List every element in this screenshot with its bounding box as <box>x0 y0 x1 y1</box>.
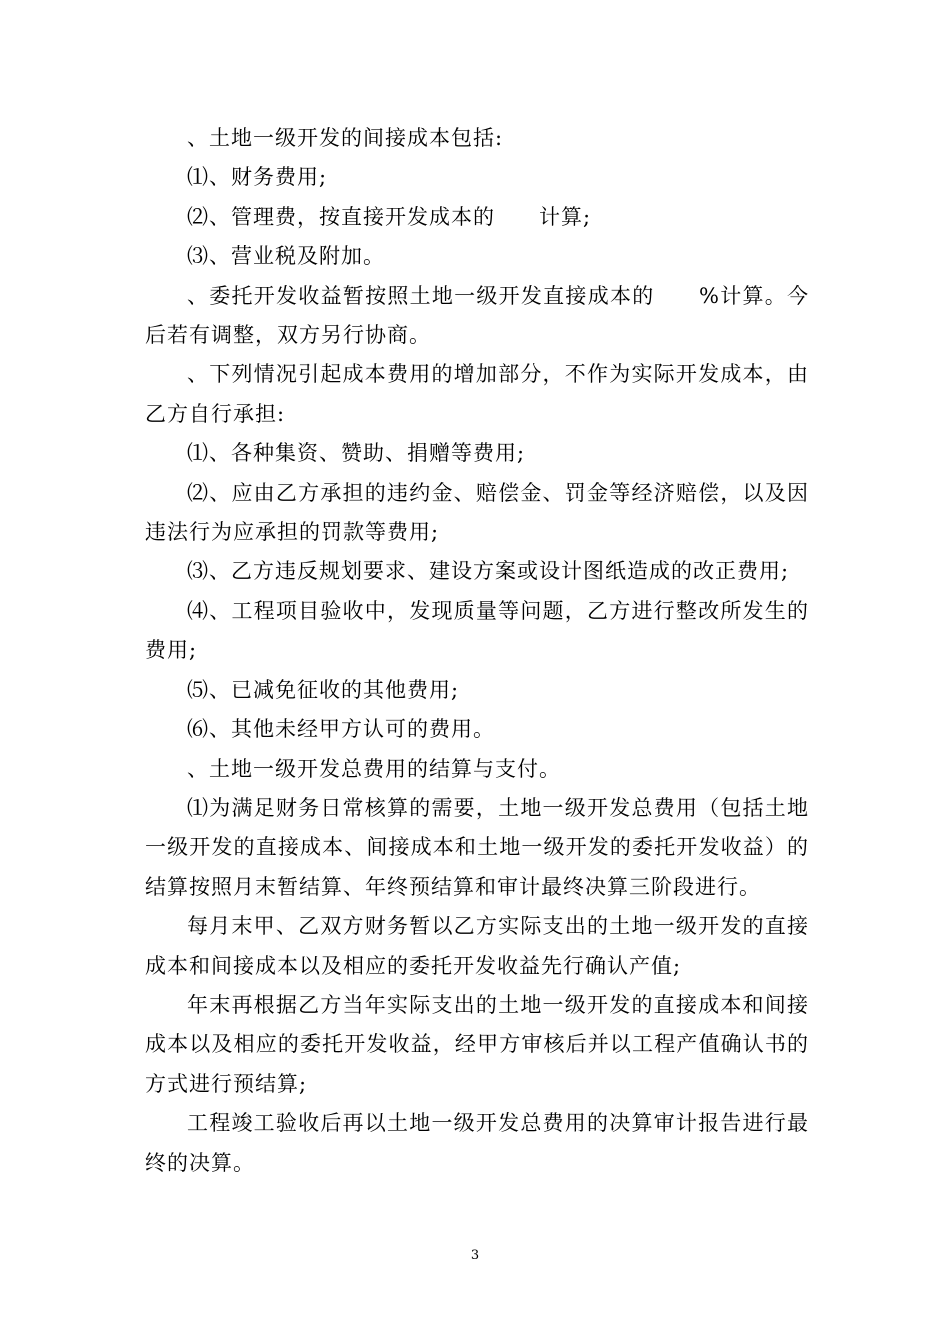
paragraph-correction-costs: ⑶、乙方违反规划要求、建设方案或设计图纸造成的改正费用; <box>187 559 790 584</box>
paragraph-settlement-heading: 、土地一级开发总费用的结算与支付。 <box>187 756 561 781</box>
document-body <box>145 119 809 1183</box>
paragraph-indirect-costs: 、土地一级开发的间接成本包括: <box>187 126 504 150</box>
paragraph-finance-fees: ⑴、财务费用; <box>187 165 328 190</box>
paragraph-monthly-settlement: 每月末甲、乙双方财务暂以乙方实际支出的土地一级开发的直接成本和间接成本以及相应的委托开发收益先行确认产值; <box>145 914 809 978</box>
paragraph-management-fees: ⑵、管理费，按直接开发成本的 计算; <box>187 204 592 229</box>
paragraph-waived-fees: ⑸、已减免征收的其他费用; <box>187 677 460 702</box>
paragraph-settlement-stages: ⑴为满足财务日常核算的需要，土地一级开发总费用（包括土地一级开发的直接成本、间接成本和土地一级开发的委托开发收益）的结算按照月末暂结算、年终预结算和审计最终决算三阶段进行。 <box>145 795 809 899</box>
paragraph-penalties: ⑵、应由乙方承担的违约金、赔偿金、罚金等经济赔偿，以及因违法行为应承担的罚款等费用; <box>145 480 809 545</box>
paragraph-annual-settlement: 年末再根据乙方当年实际支出的土地一级开发的直接成本和间接成本以及相应的委托开发收益，经甲方审核后并以工程产值确认书的方式进行预结算; <box>145 992 809 1096</box>
paragraph-excluded-costs: 、下列情况引起成本费用的增加部分，不作为实际开发成本，由乙方自行承担: <box>145 362 809 426</box>
paragraph-final-settlement: 工程竣工验收后再以土地一级开发总费用的决算审计报告进行最终的决算。 <box>145 1111 809 1175</box>
paragraph-business-tax: ⑶、营业税及附加。 <box>187 244 385 269</box>
page-number: 3 <box>470 1248 480 1263</box>
paragraph-unapproved-fees: ⑹、其他未经甲方认可的费用。 <box>187 717 495 742</box>
paragraph-entrusted-income: 、委托开发收益暂按照土地一级开发直接成本的 %计算。今后若有调整，双方另行协商。 <box>145 283 809 348</box>
paragraph-rectification-costs: ⑷、工程项目验收中，发现质量等问题，乙方进行整改所发生的费用; <box>145 598 809 663</box>
paragraph-donations: ⑴、各种集资、赞助、捐赠等费用; <box>187 441 526 466</box>
